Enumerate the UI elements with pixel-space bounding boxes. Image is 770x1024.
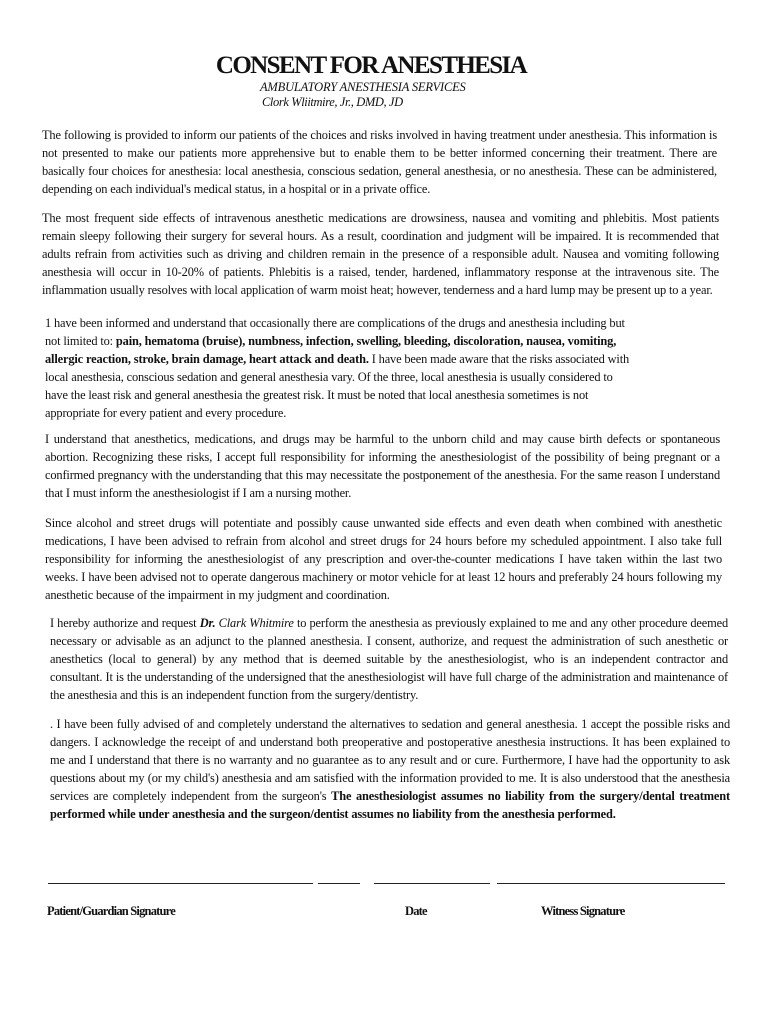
paragraph-alcohol: Since alcohol and street drugs will potentiate and possibly cause unwanted side effects and even death when combined with anesthetic medications, I have been advised to refrain from alcohol and street drugs for 24 hours before my scheduled appointment. I also take full responsibility for informing the anesthesiologist of any prescription and over-the-counter medications I have taken within the last two weeks. I have been advised not to operate dangerous machinery or motor vehicle for at least 12 hours and preferably 24 hours following my anesthetic because of the impairment in my judgment and coordination. [45, 516, 722, 602]
document-subtitle: AMBULATORY ANESTHESIA SERVICES [260, 80, 466, 94]
witness-signature-line[interactable] [497, 883, 725, 884]
complications-text-start: 1 have been informed and understand that occasionally there are complications of the drugs and anesthesia including but not limited to: [45, 316, 625, 348]
patient-signature-line[interactable] [48, 883, 313, 884]
signature-line-segment [318, 883, 360, 884]
doctor-name: Clark Whitmire [218, 616, 294, 630]
paragraph-pregnancy: I understand that anesthetics, medications, and drugs may be harmful to the unborn child and may cause birth defects or spontaneous abortion. Recognizing these risks, I accept full responsibility for informing the anesthesiologist of the possibility of being pregnant or a confirmed pregnancy with the understanding that this may necessitate the postponement of the anesthesia. For the same reason I understand that I must inform the anesthesiologist if I am a nursing mother. [45, 432, 720, 500]
witness-signature-label: Witness Signature [541, 904, 625, 918]
acknowledgement-text: . I have been fully advised of and completely understand the alternatives to sedation and general anesthesia. 1 accept the possible risks and dangers. I acknowledge the receipt of and understand both preoperative and postoperative anesthesia instructions. It has been explained to me and I understand that there is no warranty and no guarantee as to any result and or cure. Furthermore, I have had the opportunity to ask questions about my (or my child's) anesthesia and am satisfied with the information provided to me. It is also understood that the anesthesia services are completely independent from the surgeon's [50, 717, 730, 803]
liability-statement: The anesthesiologist assumes no liability from the surgery/dental treatment performed while under anesthesia and the surgeon/dentist assumes no liability from the anesthesia performed. [50, 788, 730, 821]
patient-signature-label: Patient/Guardian Signature [47, 904, 175, 918]
paragraph-intro: The following is provided to inform our patients of the choices and risks involved in having treatment under anesthesia. This information is not presented to make our patients more apprehensive but to enable them to be better informed concerning their treatment. There are basically four choices for anesthesia: local anesthesia, conscious sedation, general anesthesia, or no anesthesia. These can be administered, depending on each individual's medical status, in a hospital or in a private office. [42, 128, 717, 196]
complications-text-end: I have been made aware that the risks associated with local anesthesia, conscious sedation and general anesthesia vary. Of the three, local anesthesia is usually considered to have the least risk and general anesthesia the greatest risk. It must be noted that local anesthesia sometimes is not appropriate for every patient and every procedure. [45, 351, 630, 420]
document-title: CONSENT FOR ANESTHESIA [215, 52, 527, 79]
date-label: Date [405, 904, 427, 918]
date-signature-line[interactable] [374, 883, 490, 884]
paragraph-side-effects: The most frequent side effects of intravenous anesthetic medications are drowsiness, nausea and vomiting and phlebitis. Most patients remain sleepy following their surgery for several hours. As a result, coordination and judgment will be impaired. It is recommended that adults refrain from activities such as driving and children remain in the presence of a responsible adult. Nausea and vomiting following anesthesia will occur in 10-20% of patients. Phlebitis is a raised, tender, hardened, inflammatory response at the intravenous site. The inflammation usually resolves with local application of warm moist heat; however, tenderness and a hard lump may be present up to a year. [42, 211, 719, 297]
paragraph-acknowledgement [50, 716, 730, 823]
paragraph-authorization [50, 615, 728, 705]
authorization-text-start: I hereby authorize and request [50, 616, 200, 630]
complications-list: pain, hematoma (bruise), numbness, infection, swelling, bleeding, discoloration, nausea, vomiting, allergic reaction, stroke, brain damage, heart attack and death. [45, 333, 617, 366]
doctor-title: Dr. [199, 616, 216, 630]
paragraph-complications [45, 315, 635, 422]
document-author: Clork Wliitmire, Jr., DMD, JD [262, 95, 403, 109]
authorization-text-end: to perform the anesthesia as previously explained to me and any other procedure deemed necessary or advisable as an adjunct to the planned anesthesia. I consent, authorize, and request the administration of such anesthetic or anesthetics (local to general) by any method that is deemed suitable by the anesthesiologist, who is an independent contractor and consultant. It is the understanding of the undersigned that the anesthesiologist will have full charge of the administration and maintenance of the anesthesia and this is an independent function from the surgery/dentistry. [50, 616, 728, 702]
